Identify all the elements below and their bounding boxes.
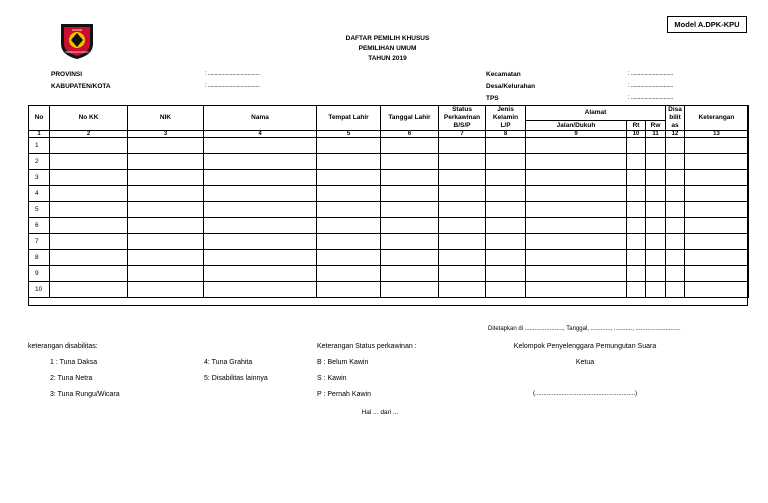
table-cell[interactable]	[381, 186, 439, 202]
table-cell[interactable]	[486, 234, 526, 250]
table-cell[interactable]	[128, 218, 204, 234]
table-cell[interactable]	[646, 138, 666, 154]
table-cell[interactable]	[526, 154, 627, 170]
kpu-logo	[57, 22, 97, 60]
table-cell[interactable]	[381, 138, 439, 154]
table-cell[interactable]	[486, 202, 526, 218]
header-keterangan: Keterangan	[685, 106, 749, 131]
table-row	[29, 282, 749, 298]
voter-table	[28, 105, 749, 298]
table-cell[interactable]	[666, 266, 685, 282]
table-cell[interactable]	[627, 218, 646, 234]
table-cell[interactable]	[317, 218, 381, 234]
table-cell[interactable]	[627, 170, 646, 186]
table-cell[interactable]	[526, 234, 627, 250]
provinsi-value[interactable]: : ......................................	[205, 71, 260, 77]
table-cell[interactable]	[50, 282, 128, 298]
table-cell[interactable]	[50, 202, 128, 218]
column-number: 3	[128, 131, 204, 138]
disabilitas-title: keterangan disabilitas:	[28, 343, 98, 350]
header-disabilitas: Disa bilit as	[666, 106, 685, 131]
table-cell[interactable]	[486, 218, 526, 234]
column-number: 4	[204, 131, 317, 138]
table-cell[interactable]	[666, 186, 685, 202]
table-cell[interactable]	[666, 234, 685, 250]
table-cell[interactable]	[128, 266, 204, 282]
table-cell[interactable]	[381, 282, 439, 298]
table-cell[interactable]	[317, 282, 381, 298]
table-cell[interactable]	[50, 266, 128, 282]
table-row	[29, 154, 749, 170]
kabupaten-label: KABUPATEN/KOTA	[51, 83, 111, 90]
table-cell[interactable]	[646, 154, 666, 170]
table-cell[interactable]	[317, 186, 381, 202]
kecamatan-label: Kecamatan	[486, 71, 521, 78]
disabilitas-item: 5: Disabilitas lainnya	[204, 375, 268, 382]
row-number: 1	[29, 138, 50, 154]
table-cell[interactable]	[439, 282, 486, 298]
table-cell[interactable]	[204, 218, 317, 234]
table-cell[interactable]	[486, 250, 526, 266]
table-cell[interactable]	[128, 250, 204, 266]
table-cell[interactable]	[50, 234, 128, 250]
header-tempat-lahir: Tempat Lahir	[317, 106, 381, 131]
table-cell[interactable]	[646, 282, 666, 298]
table-cell[interactable]	[204, 234, 317, 250]
header-nama: Nama	[204, 106, 317, 131]
row-number: 4	[29, 186, 50, 202]
provinsi-label: PROVINSI	[51, 71, 83, 78]
table-cell[interactable]	[685, 154, 749, 170]
column-number: 5	[317, 131, 381, 138]
table-cell[interactable]	[646, 234, 666, 250]
table-cell[interactable]	[685, 218, 749, 234]
row-number: 9	[29, 266, 50, 282]
table-cell[interactable]	[685, 234, 749, 250]
column-number: 7	[439, 131, 486, 138]
row-number: 6	[29, 218, 50, 234]
header-no: No	[29, 106, 50, 131]
table-cell[interactable]	[381, 266, 439, 282]
table-row	[29, 202, 749, 218]
disabilitas-item: 1 : Tuna Daksa	[50, 359, 98, 366]
table-cell[interactable]	[486, 266, 526, 282]
table-row	[29, 218, 749, 234]
table-cell[interactable]	[646, 170, 666, 186]
table-cell[interactable]	[486, 186, 526, 202]
table-cell[interactable]	[128, 186, 204, 202]
table-cell[interactable]	[685, 250, 749, 266]
table-cell[interactable]	[666, 250, 685, 266]
table-cell[interactable]	[439, 186, 486, 202]
column-number: 6	[381, 131, 439, 138]
doc-title-1: DAFTAR PEMILIH KHUSUS	[345, 35, 430, 42]
table-cell[interactable]	[486, 282, 526, 298]
desa-label: Desa/Kelurahan	[486, 83, 536, 90]
table-cell[interactable]	[526, 202, 627, 218]
header-jalan: Jalan/Dukuh	[526, 121, 627, 131]
status-item: P : Pernah Kawin	[317, 391, 371, 398]
table-cell[interactable]	[627, 250, 646, 266]
table-cell[interactable]	[685, 138, 749, 154]
table-cell[interactable]	[486, 154, 526, 170]
table-cell[interactable]	[50, 138, 128, 154]
table-cell[interactable]	[627, 282, 646, 298]
table-cell[interactable]	[204, 266, 317, 282]
table-cell[interactable]	[317, 234, 381, 250]
row-number: 10	[29, 282, 50, 298]
table-cell[interactable]	[204, 250, 317, 266]
table-cell[interactable]	[381, 218, 439, 234]
table-cell[interactable]	[627, 154, 646, 170]
table-cell[interactable]	[381, 202, 439, 218]
table-cell[interactable]	[526, 282, 627, 298]
table-cell[interactable]	[627, 234, 646, 250]
table-cell[interactable]	[128, 138, 204, 154]
table-cell[interactable]	[50, 154, 128, 170]
table-cell[interactable]	[646, 266, 666, 282]
header-rt: Rt	[627, 121, 646, 131]
table-cell[interactable]	[128, 234, 204, 250]
table-cell[interactable]	[381, 234, 439, 250]
disabilitas-item: 2: Tuna Netra	[50, 375, 93, 382]
table-cell[interactable]	[439, 266, 486, 282]
table-cell[interactable]	[317, 154, 381, 170]
header-jenis-kelamin: Jenis Kelamin L/P	[486, 106, 526, 131]
header-nik: NIK	[128, 106, 204, 131]
table-cell[interactable]	[204, 138, 317, 154]
table-cell[interactable]	[439, 202, 486, 218]
column-number: 2	[50, 131, 128, 138]
status-item: B : Belum Kawin	[317, 359, 369, 366]
table-cell[interactable]	[486, 138, 526, 154]
table-cell[interactable]	[685, 266, 749, 282]
header-alamat: Alamat	[526, 106, 666, 121]
table-cell[interactable]	[381, 250, 439, 266]
table-cell[interactable]	[381, 154, 439, 170]
ketua-label: Ketua	[575, 359, 595, 366]
status-perkawinan-title: Keterangan Status perkawinan :	[317, 343, 417, 350]
table-cell[interactable]	[666, 218, 685, 234]
table-cell[interactable]	[685, 282, 749, 298]
table-row	[29, 266, 749, 282]
table-cell[interactable]	[685, 186, 749, 202]
row-number: 5	[29, 202, 50, 218]
column-number: 8	[486, 131, 526, 138]
table-cell[interactable]	[317, 138, 381, 154]
tps-label: TPS	[486, 95, 499, 102]
ditetapkan-line: Ditetapkan di ......................., Tanggal, ............, ..........., ...........................	[488, 326, 681, 332]
svg-text:KOMISI: KOMISI	[71, 28, 83, 32]
table-cell[interactable]	[317, 170, 381, 186]
row-number: 3	[29, 170, 50, 186]
table-cell[interactable]	[317, 250, 381, 266]
table-cell[interactable]	[526, 266, 627, 282]
table-cell[interactable]	[526, 218, 627, 234]
table-cell[interactable]	[526, 138, 627, 154]
table-cell[interactable]	[317, 202, 381, 218]
table-row	[29, 170, 749, 186]
table-cell[interactable]	[685, 202, 749, 218]
column-number: 1	[29, 131, 50, 138]
column-number-row	[29, 131, 749, 138]
table-cell[interactable]	[627, 186, 646, 202]
table-cell[interactable]	[128, 154, 204, 170]
signature-line[interactable]: (............................................................)	[532, 391, 637, 397]
table-cell[interactable]	[128, 202, 204, 218]
table-cell[interactable]	[666, 202, 685, 218]
table-cell[interactable]	[526, 186, 627, 202]
table-cell[interactable]	[646, 186, 666, 202]
table-cell[interactable]	[646, 250, 666, 266]
table-cell[interactable]	[486, 170, 526, 186]
table-cell[interactable]	[50, 186, 128, 202]
table-cell[interactable]	[439, 170, 486, 186]
table-cell[interactable]	[439, 138, 486, 154]
row-number: 8	[29, 250, 50, 266]
form-model-label: Model A.DPK-KPU	[667, 16, 747, 33]
table-cell[interactable]	[204, 282, 317, 298]
header-no-kk: No KK	[50, 106, 128, 131]
table-row	[29, 250, 749, 266]
table-cell[interactable]	[128, 282, 204, 298]
table-cell[interactable]	[666, 154, 685, 170]
doc-title-2: PEMILIHAN UMUM	[358, 45, 417, 52]
disabilitas-item: 3: Tuna Rungu/Wicara	[50, 391, 120, 398]
table-cell[interactable]	[666, 138, 685, 154]
table-cell[interactable]	[439, 218, 486, 234]
table-cell[interactable]	[204, 202, 317, 218]
table-cell[interactable]	[204, 170, 317, 186]
table-cell[interactable]	[666, 282, 685, 298]
header-tanggal-lahir: Tanggal Lahir	[381, 106, 439, 131]
header-status-perkawinan: Status Perkawinan B/S/P	[439, 106, 486, 131]
column-number: 9	[526, 131, 627, 138]
table-cell[interactable]	[526, 250, 627, 266]
table-cell[interactable]	[439, 234, 486, 250]
table-cell[interactable]	[381, 170, 439, 186]
table-cell[interactable]	[50, 218, 128, 234]
column-number: 12	[666, 131, 685, 138]
table-cell[interactable]	[50, 170, 128, 186]
header-rw: Rw	[646, 121, 666, 131]
kabupaten-value[interactable]: : ......................................	[205, 83, 260, 89]
svg-text:PEMILIHAN UMUM: PEMILIHAN UMUM	[65, 51, 89, 54]
table-cell[interactable]	[666, 170, 685, 186]
table-cell[interactable]	[50, 250, 128, 266]
table-row	[29, 138, 749, 154]
column-number: 11	[646, 131, 666, 138]
table-cell[interactable]	[627, 266, 646, 282]
kecamatan-value[interactable]: : ...............................	[628, 71, 674, 77]
column-number: 13	[685, 131, 749, 138]
page-indicator: Hal ... dari ...	[361, 409, 399, 416]
table-cell[interactable]	[627, 138, 646, 154]
row-number: 7	[29, 234, 50, 250]
table-row	[29, 186, 749, 202]
status-item: S : Kawin	[317, 375, 347, 382]
table-cell[interactable]	[204, 186, 317, 202]
desa-value[interactable]: : ...............................	[628, 83, 674, 89]
doc-title-3: TAHUN 2019	[368, 55, 407, 62]
table-cell[interactable]	[439, 250, 486, 266]
column-number: 10	[627, 131, 646, 138]
table-cell[interactable]	[439, 154, 486, 170]
table-cell[interactable]	[317, 266, 381, 282]
table-cell[interactable]	[646, 218, 666, 234]
table-row	[29, 234, 749, 250]
row-number: 2	[29, 154, 50, 170]
tps-value[interactable]: : ...............................	[628, 95, 674, 101]
table-cell[interactable]	[685, 170, 749, 186]
table-cell[interactable]	[128, 170, 204, 186]
table-cell[interactable]	[627, 202, 646, 218]
table-cell[interactable]	[204, 154, 317, 170]
table-cell[interactable]	[646, 202, 666, 218]
disabilitas-item: 4: Tuna Grahita	[204, 359, 253, 366]
kpps-label: Kelompok Penyelenggara Pemungutan Suara	[513, 343, 657, 350]
table-cell[interactable]	[526, 170, 627, 186]
